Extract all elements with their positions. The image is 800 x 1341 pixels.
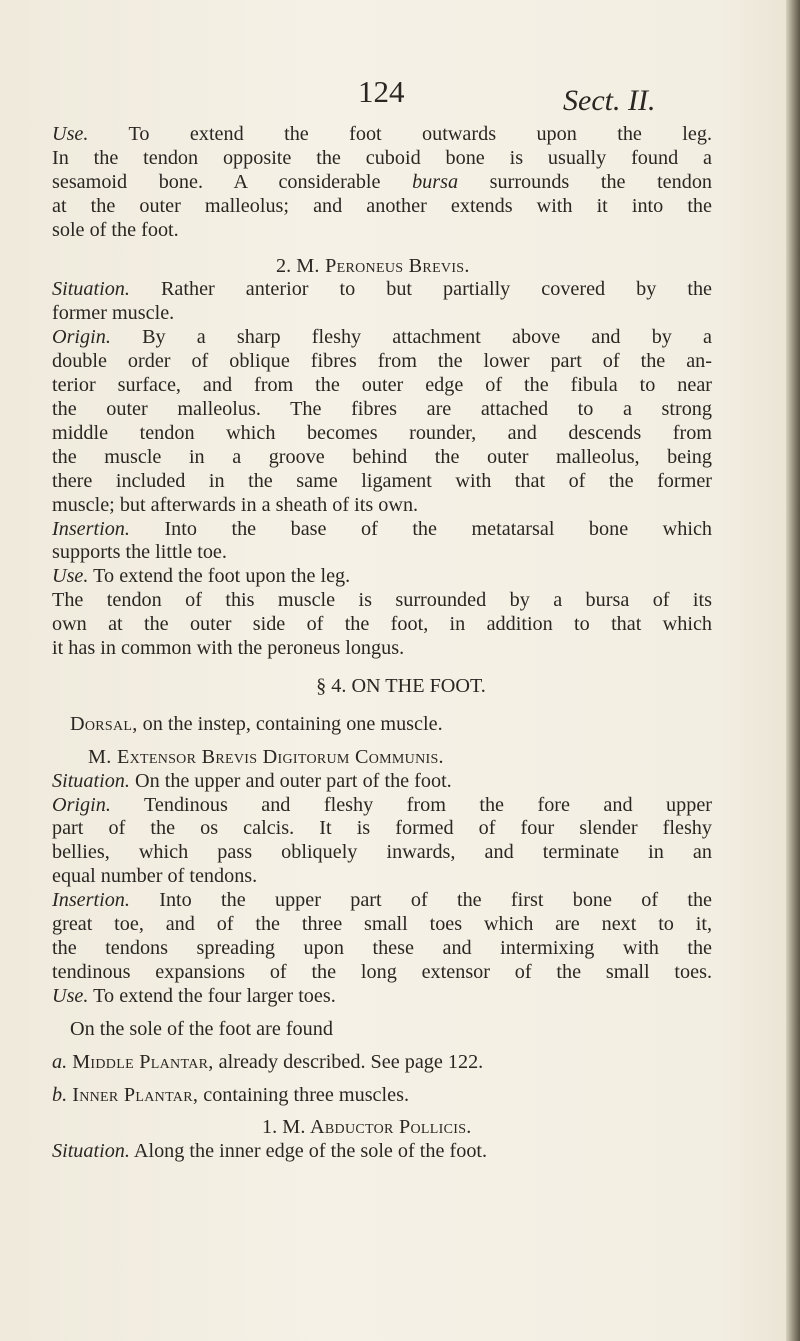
text-line: muscle; but afterwards in a sheath of its own. bbox=[52, 493, 419, 516]
text-line: middle tendon which becomes rounder, and descends from bbox=[52, 421, 712, 444]
text-line: a. Middle Plantar, already described. See page 122. bbox=[52, 1050, 484, 1073]
text-line: Situation. On the upper and outer part of the foot. bbox=[52, 769, 452, 792]
text-line: equal number of tendons. bbox=[52, 865, 258, 888]
muscle-heading: 2. M. Peroneus Brevis. bbox=[276, 254, 470, 277]
text-line: The tendon of this muscle is surrounded by a bursa of its bbox=[52, 589, 712, 612]
text-line: great toe, and of the three small toes which are next to it, bbox=[52, 913, 712, 936]
text-line: On the sole of the foot are found bbox=[70, 1017, 333, 1040]
text-line: there included in the same ligament with that of the former bbox=[52, 469, 712, 492]
running-header bbox=[0, 74, 800, 118]
text-line: part of the os calcis. It is formed of four slender fleshy bbox=[52, 817, 712, 840]
text-line: tendinous expansions of the long extensor of the small toes. bbox=[52, 960, 712, 983]
text-line: the muscle in a groove behind the outer malleolus, being bbox=[52, 445, 712, 468]
page-number: 124 bbox=[358, 74, 405, 109]
text-line: former muscle. bbox=[52, 302, 175, 325]
text-line: b. Inner Plantar, containing three muscles. bbox=[52, 1083, 409, 1106]
muscle-heading: M. Extensor Brevis Digitorum Communis. bbox=[88, 745, 444, 768]
section-title: § 4. ON THE FOOT. bbox=[316, 674, 486, 697]
text-line: Insertion. Into the base of the metatarsal bone which bbox=[52, 517, 712, 540]
text-line: Use. To extend the foot outwards upon the leg. bbox=[52, 123, 712, 145]
muscle-heading: 1. M. Abductor Pollicis. bbox=[262, 1116, 472, 1139]
text-line: supports the little toe. bbox=[52, 541, 227, 564]
text-line: Origin. By a sharp fleshy attachment above and by a bbox=[52, 326, 713, 349]
text-line: double order of oblique fibres from the lower part of the an- bbox=[52, 350, 712, 373]
text-line: it has in common with the peroneus longus. bbox=[52, 637, 405, 660]
text-line: sole of the foot. bbox=[52, 218, 179, 241]
text-line: bellies, which pass obliquely inwards, and terminate in an bbox=[52, 841, 712, 864]
page-edge-shadow bbox=[786, 0, 800, 1341]
section-heading: Sect. II. bbox=[563, 84, 656, 117]
text-line: the outer malleolus. The fibres are attached to a strong bbox=[52, 397, 712, 420]
page-text bbox=[52, 123, 712, 1164]
text-line: sesamoid bone. A considerable bursa surrounds the tendon bbox=[52, 170, 713, 193]
text-line: own at the outer side of the foot, in addition to that which bbox=[52, 613, 712, 636]
text-line: terior surface, and from the outer edge of the fibula to near bbox=[52, 374, 712, 397]
text-line: Dorsal, on the instep, containing one muscle. bbox=[70, 712, 443, 735]
text-line: Insertion. Into the upper part of the first bone of the bbox=[52, 889, 713, 912]
text-line: Use. To extend the foot upon the leg. bbox=[52, 565, 351, 588]
text-line: the tendons spreading upon these and intermixing with the bbox=[52, 937, 712, 959]
text-line: Situation. Along the inner edge of the sole of the foot. bbox=[52, 1140, 488, 1163]
text-line: In the tendon opposite the cuboid bone is usually found a bbox=[52, 146, 712, 169]
text-line: at the outer malleolus; and another extends with it into the bbox=[52, 194, 712, 217]
text-line: Origin. Tendinous and fleshy from the fore and upper bbox=[52, 793, 712, 816]
text-line: Use. To extend the four larger toes. bbox=[52, 984, 336, 1007]
text-line: Situation. Rather anterior to but partially covered by the bbox=[52, 278, 712, 301]
